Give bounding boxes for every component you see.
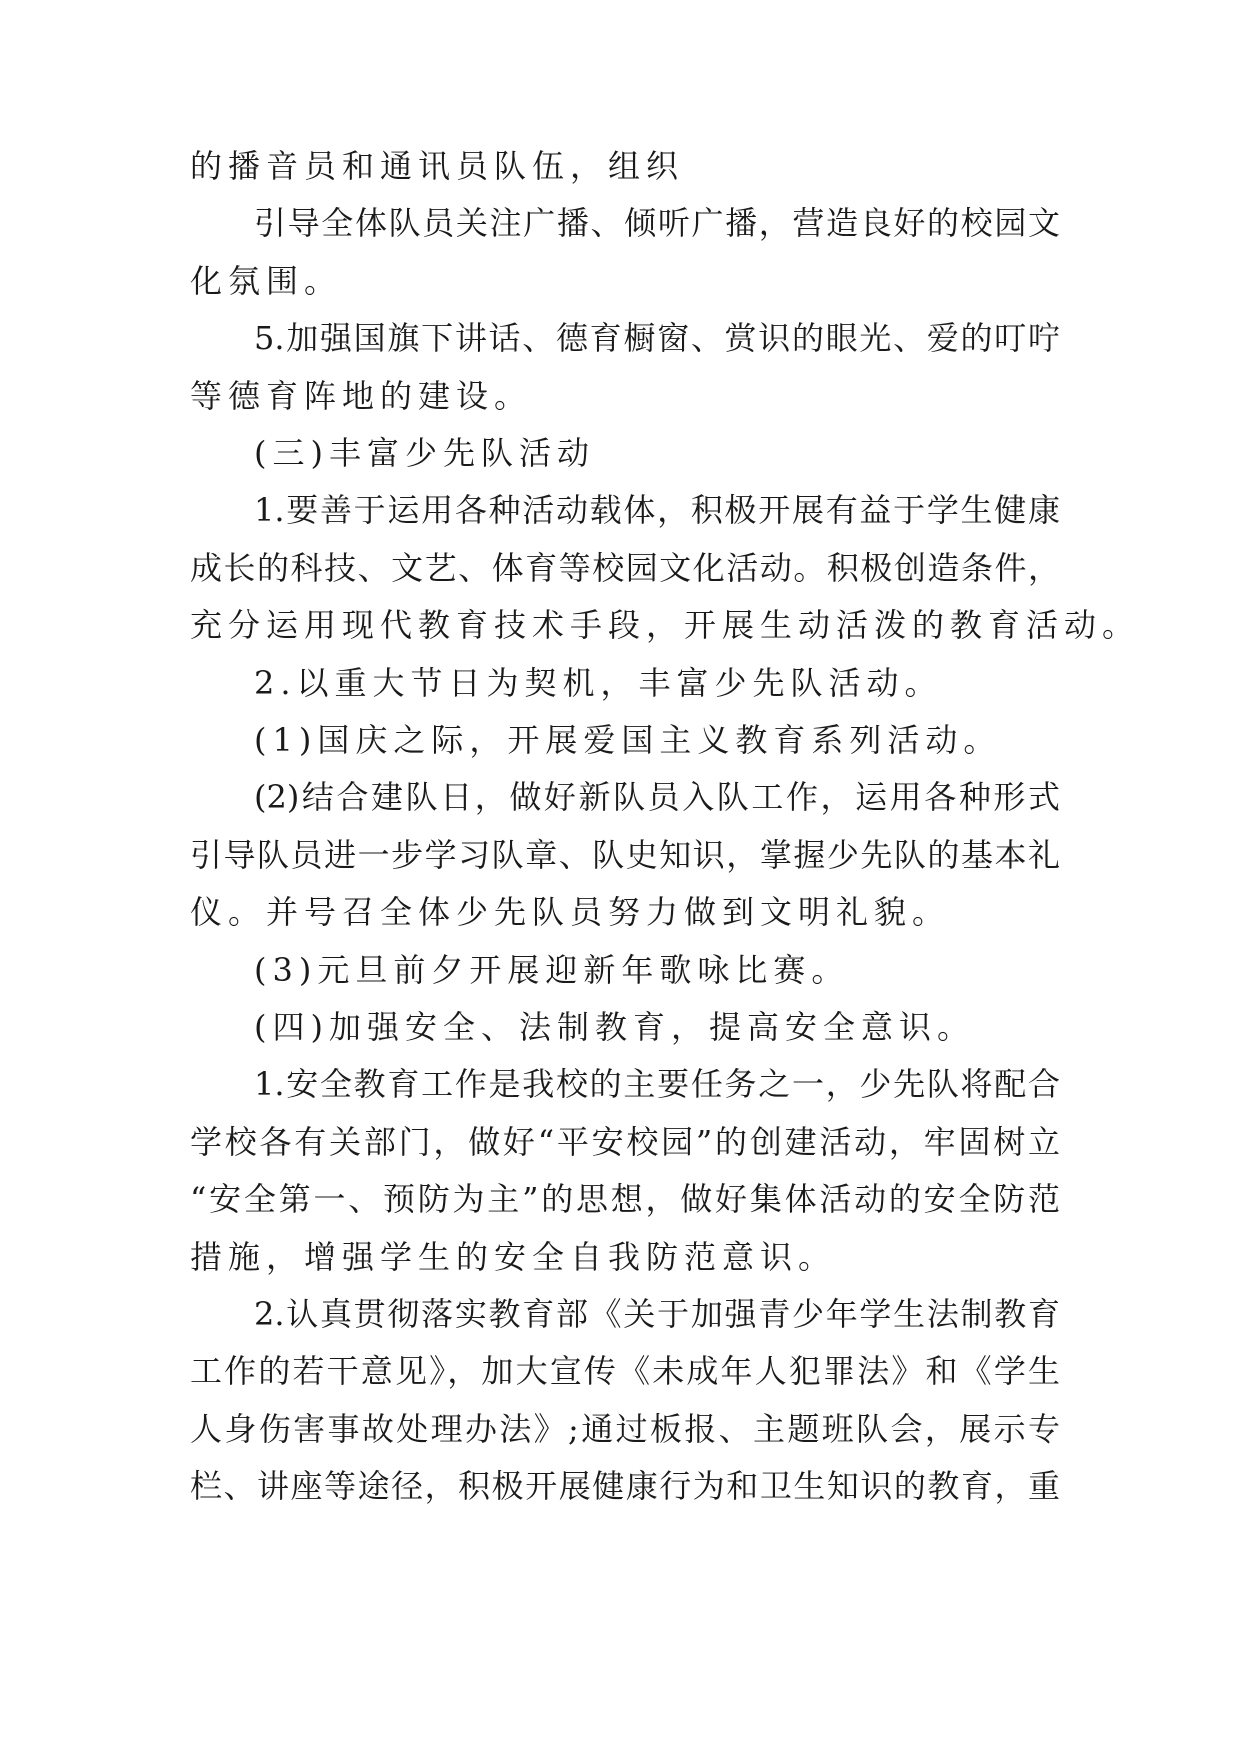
- text-line: 栏、讲座等途径，积极开展健康行为和卫生知识的教育，重: [190, 1467, 1060, 1505]
- text-line: 成长的科技、文艺、体育等校园文化活动。积极创造条件，: [190, 549, 1060, 587]
- text-line: 等德育阵地的建设。: [190, 377, 533, 415]
- text-line: 充分运用现代教育技术手段，开展生动活泼的教育活动。: [190, 606, 1141, 644]
- text-line: 人身伤害事故处理办法》;通过板报、主题班队会，展示专: [190, 1410, 1060, 1448]
- section-heading: (四)加强安全、法制教育，提高安全意识。: [254, 1008, 975, 1046]
- text-line: (3)元旦前夕开展迎新年歌咏比赛。: [254, 951, 850, 989]
- text-line: (1)国庆之际，开展爱国主义教育系列活动。: [254, 721, 1002, 759]
- text-line: 引导队员进一步学习队章、队史知识，掌握少先队的基本礼: [190, 836, 1060, 874]
- text-line: 5.加强国旗下讲话、德育橱窗、赏识的眼光、爱的叮咛: [254, 319, 1060, 357]
- text-line: 仪。并号召全体少先队员努力做到文明礼貌。: [190, 893, 951, 931]
- text-line: 化氛围。: [190, 262, 343, 300]
- text-line: 措施，增强学生的安全自我防范意识。: [190, 1238, 837, 1276]
- text-line: 工作的若干意见》，加大宣传《未成年人犯罪法》和《学生: [190, 1352, 1060, 1390]
- section-heading: (三)丰富少先队活动: [254, 434, 595, 472]
- text-line: (2)结合建队日，做好新队员入队工作，运用各种形式: [254, 778, 1060, 816]
- text-line: “安全第一、预防为主”的思想，做好集体活动的安全防范: [190, 1180, 1060, 1218]
- text-line: 1.安全教育工作是我校的主要任务之一，少先队将配合: [254, 1065, 1060, 1103]
- text-line: 学校各有关部门，做好“平安校园”的创建活动，牢固树立: [190, 1123, 1060, 1161]
- text-line: 引导全体队员关注广播、倾听广播，营造良好的校园文: [254, 204, 1060, 242]
- text-line: 的播音员和通讯员队伍，组织: [190, 147, 685, 185]
- text-line: 1.要善于运用各种活动载体，积极开展有益于学生健康: [254, 491, 1060, 529]
- text-line: 2.认真贯彻落实教育部《关于加强青少年学生法制教育: [254, 1295, 1060, 1333]
- text-line: 2.以重大节日为契机，丰富少先队活动。: [254, 664, 943, 702]
